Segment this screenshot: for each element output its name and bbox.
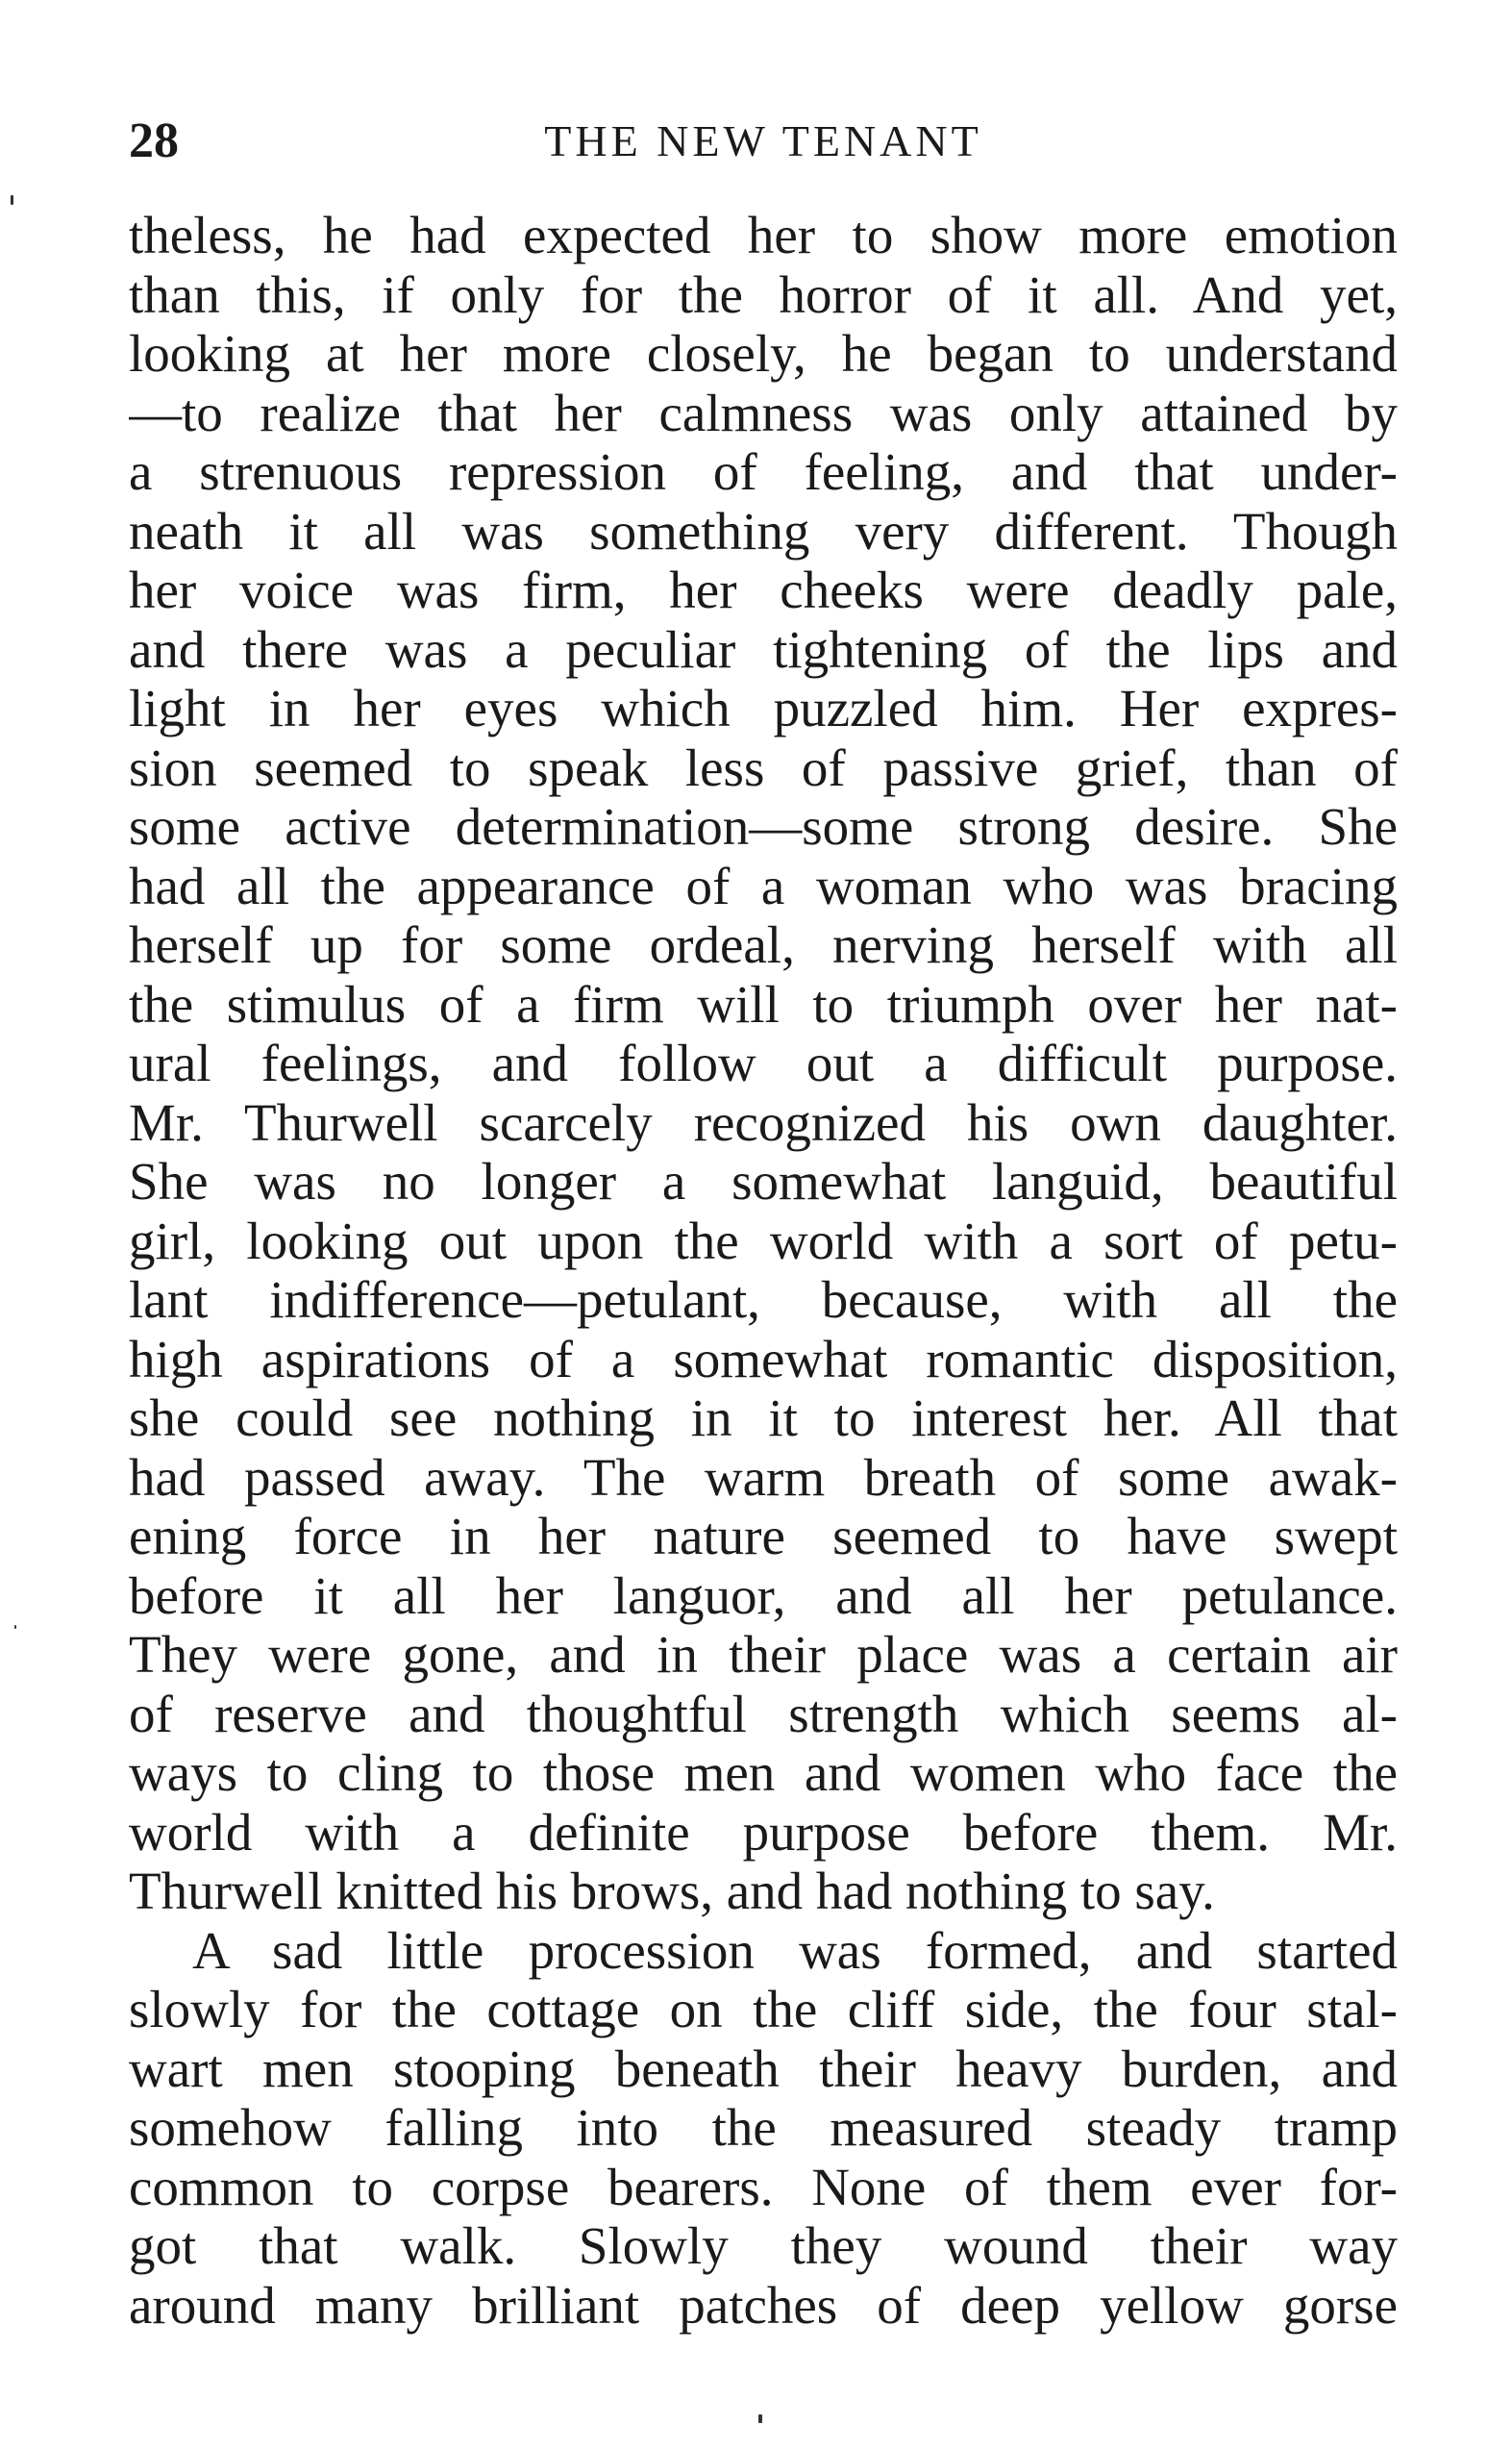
text-line: had passed away. The warm breath of some awak- — [129, 1447, 1398, 1507]
ink-speck — [11, 195, 13, 205]
text-line: herself up for some ordeal, nerving herself with all — [129, 915, 1398, 974]
text-line: around many brilliant patches of deep yellow gorse — [129, 2275, 1398, 2335]
text-line: of reserve and thoughtful strength which seems al- — [129, 1684, 1398, 1743]
body-text — [129, 206, 1398, 2335]
text-line: ways to cling to those men and women who face the — [129, 1743, 1398, 1802]
text-line: common to corpse bearers. None of them ever for- — [129, 2157, 1398, 2216]
text-line: slowly for the cottage on the cliff side, the four stal- — [129, 1980, 1398, 2038]
text-line: girl, looking out upon the world with a sort of petu- — [129, 1211, 1398, 1270]
running-title: THE NEW TENANT — [544, 116, 982, 165]
text-line: looking at her more closely, he began to understand — [129, 324, 1398, 383]
text-line: world with a definite purpose before them. Mr. — [129, 1802, 1398, 1862]
text-line: lant indifference—petulant, because, with all the — [129, 1270, 1398, 1329]
text-line: her voice was firm, her cheeks were deadly pale, — [129, 561, 1398, 619]
text-line: A sad little procession was formed, and started — [192, 1920, 1398, 1980]
text-line: before it all her languor, and all her petulance. — [129, 1565, 1398, 1625]
text-line: the stimulus of a firm will to triumph over her nat- — [129, 974, 1398, 1034]
text-line: she could see nothing in it to interest her. All that — [129, 1388, 1398, 1447]
text-line: high aspirations of a somewhat romantic disposition, — [129, 1329, 1398, 1388]
text-line: ural feelings, and follow out a difficult purpose. — [129, 1034, 1398, 1092]
page-number: 28 — [129, 113, 179, 168]
text-line: neath it all was something very different. Though — [129, 501, 1398, 561]
text-line: than this, if only for the horror of it all. And yet, — [129, 264, 1398, 324]
page-header — [129, 108, 1398, 175]
text-line: sion seemed to speak less of passive grief, than of — [129, 738, 1398, 797]
text-line: somehow falling into the measured steady tramp — [129, 2098, 1398, 2157]
text-line: They were gone, and in their place was a certain air — [129, 1625, 1398, 1684]
ink-speck — [758, 2414, 762, 2423]
text-line: and there was a peculiar tightening of the lips and — [129, 619, 1398, 679]
text-line: had all the appearance of a woman who was bracing — [129, 856, 1398, 915]
paragraph — [129, 206, 1398, 1921]
text-line: a strenuous repression of feeling, and that under- — [129, 442, 1398, 501]
text-line: Mr. Thurwell scarcely recognized his own daughter. — [129, 1092, 1398, 1152]
text-line: theless, he had expected her to show more emotion — [129, 206, 1398, 264]
text-line: some active determination—some strong desire. She — [129, 797, 1398, 856]
paragraph — [129, 1921, 1398, 2336]
text-line: ening force in her nature seemed to have swept — [129, 1507, 1398, 1565]
text-line: got that walk. Slowly they wound their way — [129, 2216, 1398, 2275]
text-line: wart men stooping beneath their heavy burden, and — [129, 2038, 1398, 2098]
ink-speck — [14, 1625, 16, 1629]
text-line: Thurwell knitted his brows, and had nothing to say. — [129, 1862, 1215, 1920]
text-line: She was no longer a somewhat languid, beautiful — [129, 1152, 1398, 1211]
text-line: —to realize that her calmness was only attained by — [129, 383, 1398, 442]
text-line: light in her eyes which puzzled him. Her expres- — [129, 679, 1398, 738]
